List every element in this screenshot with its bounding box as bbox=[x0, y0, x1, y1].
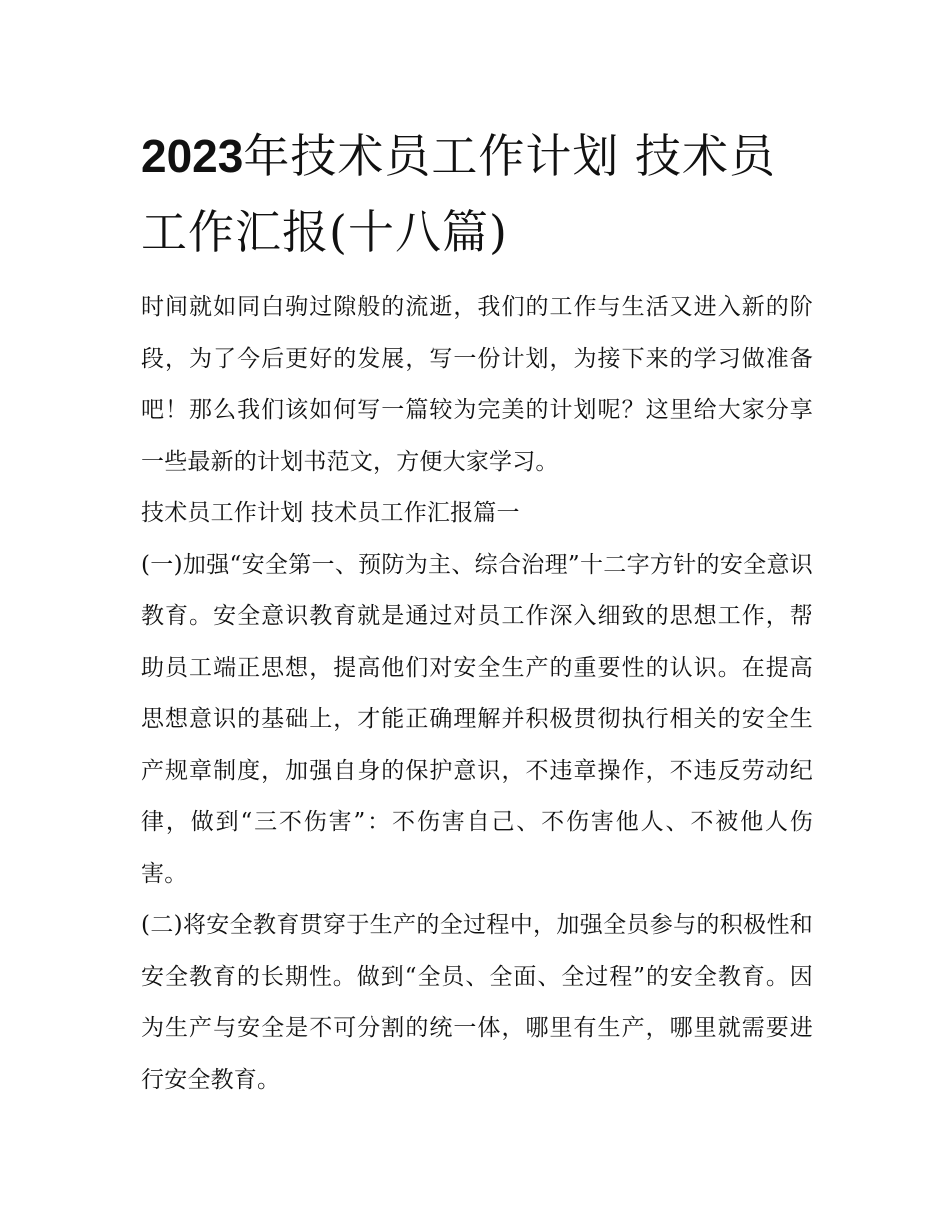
title-text: 年技术员工作计划 技术员工作汇报(十八篇) bbox=[141, 129, 776, 259]
intro-paragraph: 时间就如同白驹过隙般的流逝，我们的工作与生活又进入新的阶段，为了今后更好的发展，写一份计划，为接下来的学习做准备吧！那么我们该如何写一篇较为完美的计划呢？这里给大家分享一些最新的计划书范文，方便大家学习。 bbox=[141, 294, 813, 475]
document-title bbox=[141, 118, 813, 270]
title-year: 2023 bbox=[141, 130, 244, 182]
body-paragraph-1: (一)加强“安全第一、预防为主、综合治理”十二字方针的安全意识教育。安全意识教育就是通过对员工作深入细致的思想工作，帮助员工端正思想，提高他们对安全生产的重要性的认识。在提高思想意识的基础上，才能正确理解并积极贯彻执行相关的安全生产规章制度，加强自身的保护意识，不违章操作，不违反劳动纪律，做到“三不伤害”：不伤害自己、不伤害他人、不被他人伤害。 bbox=[141, 551, 813, 887]
document-content bbox=[141, 118, 813, 1106]
body-paragraph-2: (二)将安全教育贯穿于生产的全过程中，加强全员参与的积极性和安全教育的长期性。做到“全员、全面、全过程”的安全教育。因为生产与安全是不可分割的统一体，哪里有生产，哪里就需要进行安全教育。 bbox=[141, 912, 813, 1093]
section-heading: 技术员工作计划 技术员工作汇报篇一 bbox=[141, 500, 520, 526]
